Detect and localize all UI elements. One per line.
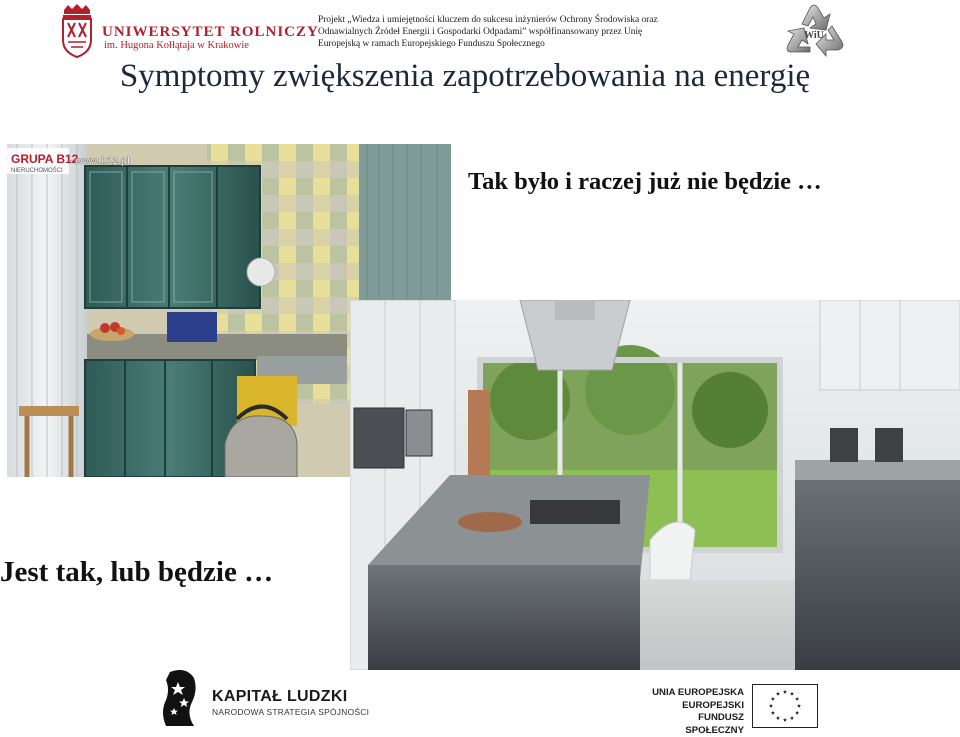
caption-modern-kitchen: Jest tak, lub będzie … bbox=[0, 556, 277, 589]
project-description: Projekt „Wiedza i umiejętności kluczem do sukcesu inżynierów Ochrony Środowiska oraz Odnawialnych Źródeł Energii i Gospodarki Odpadami” współfinansowany przez Unię Europejską w ramach Europejskiego Funduszu Społecznego bbox=[318, 15, 658, 49]
caption-old-kitchen: Tak było i raczej już nie będzie … bbox=[468, 168, 822, 195]
kapital-ludzki-logo-icon bbox=[158, 668, 200, 728]
university-subtitle: im. Hugona Kołłątaja w Krakowie bbox=[104, 40, 249, 51]
modern-kitchen-photo bbox=[350, 300, 960, 670]
eu-line-2: EUROPEJSKI bbox=[682, 699, 744, 711]
slide-title: Symptomy zwiększenia zapotrzebowania na energię bbox=[119, 58, 811, 94]
recycle-logo-icon bbox=[780, 2, 848, 62]
kapital-ludzki-subtitle: NARODOWA STRATEGIA SPÓJNOŚCI bbox=[212, 707, 370, 717]
eu-line-1: UNIA EUROPEJSKA bbox=[652, 687, 744, 698]
eu-line-3: FUNDUSZ SPOŁECZNY bbox=[685, 712, 744, 736]
eu-flag-icon bbox=[752, 684, 818, 728]
photo-watermark-sub: NIERUCHOMOŚCI bbox=[11, 168, 63, 174]
photo-watermark: GRUPA B12 bbox=[11, 152, 79, 166]
photo-watermark-url: - www.b12.pl bbox=[69, 156, 130, 167]
wiu-logo-text: WiU bbox=[804, 30, 824, 41]
kapital-ludzki-title: KAPITAŁ LUDZKI bbox=[212, 688, 348, 705]
university-crest-icon bbox=[60, 4, 94, 58]
university-name: UNIWERSYTET ROLNICZY bbox=[102, 24, 319, 40]
